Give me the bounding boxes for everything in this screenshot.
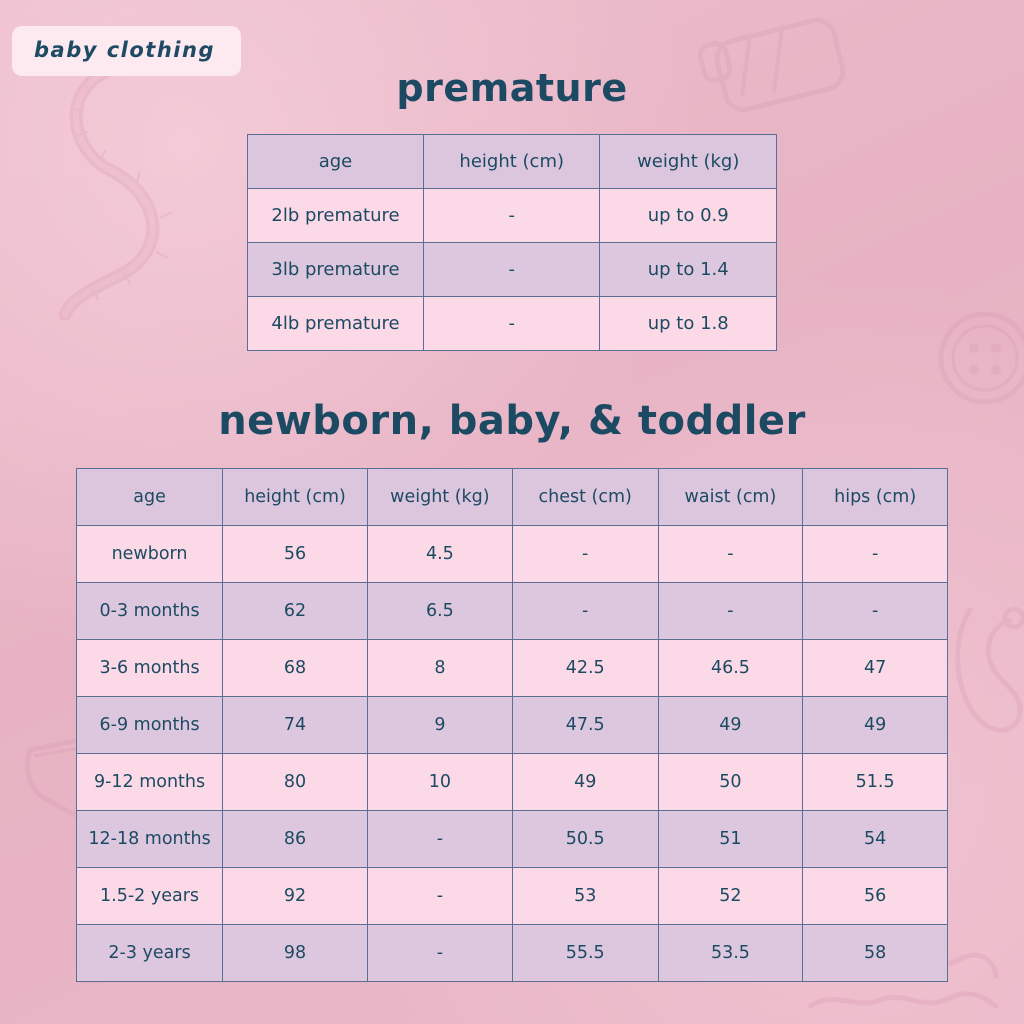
- cell-height: 62: [223, 583, 368, 640]
- cell-chest: 50.5: [512, 811, 658, 868]
- baby-bottle-doodle: [690, 0, 880, 130]
- cell-height: 74: [223, 697, 368, 754]
- cell-age: 3-6 months: [77, 640, 223, 697]
- cell-waist: 52: [658, 868, 803, 925]
- cell-height: 56: [223, 526, 368, 583]
- cell-weight: -: [367, 925, 512, 982]
- cell-age: newborn: [77, 526, 223, 583]
- cell-height: 80: [223, 754, 368, 811]
- cell-waist: 49: [658, 697, 803, 754]
- premature-size-table: [247, 134, 777, 351]
- cell-age: 1.5-2 years: [77, 868, 223, 925]
- cell-weight: 9: [367, 697, 512, 754]
- column-header-age: age: [248, 135, 424, 189]
- table-row: [77, 754, 948, 811]
- table-row: [248, 297, 777, 351]
- cell-height: -: [423, 189, 599, 243]
- cell-hips: 51.5: [803, 754, 948, 811]
- cell-age: 6-9 months: [77, 697, 223, 754]
- cell-height: -: [423, 297, 599, 351]
- cell-weight: 6.5: [367, 583, 512, 640]
- cell-hips: -: [803, 526, 948, 583]
- column-header-weight: weight (kg): [367, 469, 512, 526]
- cell-chest: 53: [512, 868, 658, 925]
- cell-weight: up to 1.4: [600, 243, 777, 297]
- cell-age: 2-3 years: [77, 925, 223, 982]
- cell-waist: 53.5: [658, 925, 803, 982]
- table-row: [77, 640, 948, 697]
- cell-chest: 47.5: [512, 697, 658, 754]
- column-header-waist: waist (cm): [658, 469, 803, 526]
- table-header-row: [248, 135, 777, 189]
- table-row: [77, 925, 948, 982]
- cell-waist: -: [658, 526, 803, 583]
- cell-weight: up to 1.8: [600, 297, 777, 351]
- cell-height: 92: [223, 868, 368, 925]
- cell-age: 4lb premature: [248, 297, 424, 351]
- newborn-section-title: newborn, baby, & toddler: [218, 398, 806, 444]
- cell-waist: 46.5: [658, 640, 803, 697]
- cell-age: 0-3 months: [77, 583, 223, 640]
- cell-height: -: [423, 243, 599, 297]
- table-row: [77, 868, 948, 925]
- table-row: [77, 811, 948, 868]
- cell-age: 12-18 months: [77, 811, 223, 868]
- cell-chest: -: [512, 526, 658, 583]
- newborn-baby-toddler-size-table: [76, 468, 948, 982]
- column-header-hips: hips (cm): [803, 469, 948, 526]
- table-row: [248, 243, 777, 297]
- cell-chest: 49: [512, 754, 658, 811]
- cell-hips: 47: [803, 640, 948, 697]
- cell-height: 68: [223, 640, 368, 697]
- table-header-row: [77, 469, 948, 526]
- brand-label: baby clothing: [34, 38, 215, 62]
- column-header-weight: weight (kg): [600, 135, 777, 189]
- column-header-height: height (cm): [423, 135, 599, 189]
- cell-chest: 55.5: [512, 925, 658, 982]
- column-header-height: height (cm): [223, 469, 368, 526]
- table-row: [77, 583, 948, 640]
- cell-age: 9-12 months: [77, 754, 223, 811]
- cell-weight: -: [367, 811, 512, 868]
- cell-hips: 56: [803, 868, 948, 925]
- cell-waist: 51: [658, 811, 803, 868]
- cell-hips: -: [803, 583, 948, 640]
- cell-chest: 42.5: [512, 640, 658, 697]
- cell-waist: -: [658, 583, 803, 640]
- cell-weight: up to 0.9: [600, 189, 777, 243]
- safety-pin-doodle: [940, 590, 1024, 750]
- cell-height: 86: [223, 811, 368, 868]
- table-row: [248, 189, 777, 243]
- column-header-chest: chest (cm): [512, 469, 658, 526]
- table-row: [77, 697, 948, 754]
- table-row: [77, 526, 948, 583]
- cell-weight: 4.5: [367, 526, 512, 583]
- cell-hips: 58: [803, 925, 948, 982]
- cell-waist: 50: [658, 754, 803, 811]
- cell-hips: 49: [803, 697, 948, 754]
- premature-section-title: premature: [396, 66, 628, 110]
- cell-chest: -: [512, 583, 658, 640]
- cell-weight: 10: [367, 754, 512, 811]
- cell-height: 98: [223, 925, 368, 982]
- cell-weight: -: [367, 868, 512, 925]
- cell-age: 2lb premature: [248, 189, 424, 243]
- cell-weight: 8: [367, 640, 512, 697]
- cell-hips: 54: [803, 811, 948, 868]
- cell-age: 3lb premature: [248, 243, 424, 297]
- column-header-age: age: [77, 469, 223, 526]
